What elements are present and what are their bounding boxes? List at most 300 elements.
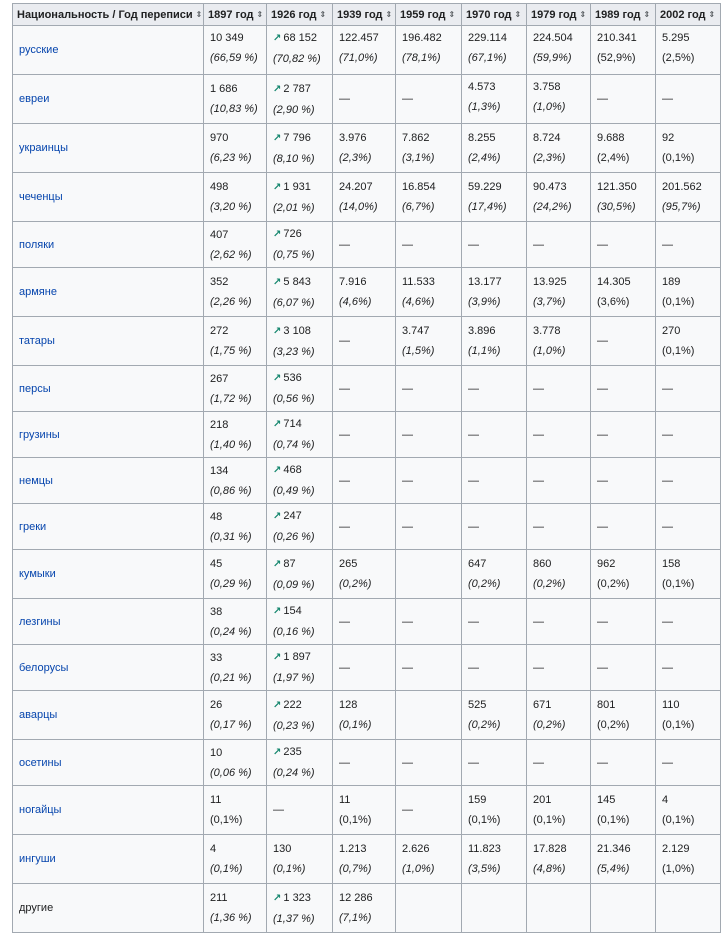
census-cell [656,884,721,933]
column-header-label: 1939 год [337,8,383,21]
population-value: 210.341 [597,32,637,44]
census-cell [204,645,267,691]
census-cell [333,884,396,933]
census-cell [333,786,396,835]
population-percent: (0,24 %) [273,767,315,779]
census-cell: — [656,75,721,124]
table-row [13,458,721,504]
census-cell [204,599,267,645]
column-header-1989[interactable] [591,4,656,26]
census-cell [204,124,267,173]
population-value: 1 931 [283,180,311,193]
population-percent: (0,1%) [339,814,372,826]
column-header-nationality[interactable] [13,4,204,26]
population-value: 1 897 [283,651,311,663]
census-cell [267,26,333,75]
census-cell: — [591,366,656,412]
header-row [13,4,721,26]
population-value: 122.457 [339,32,379,44]
increase-arrow-icon: ↗ [273,606,282,617]
population-percent: (66,59 %) [210,52,258,64]
population-percent: (0,1%) [339,719,372,731]
population-percent: (0,1%) [468,814,501,826]
population-percent: (2,4%) [468,152,501,164]
increase-arrow-icon: ↗ [273,511,282,522]
population-percent: (0,75 %) [273,249,315,261]
population-percent: (7,1%) [339,912,372,924]
population-value: 229.114 [468,32,507,44]
population-percent: (0,23 %) [273,719,315,732]
population-value: 90.473 [533,181,567,193]
population-percent: (1,72 %) [210,392,252,405]
census-cell [527,786,591,835]
population-percent: (78,1%) [402,52,441,64]
population-value: 247 [283,510,302,522]
increase-arrow-icon: ↗ [273,373,282,384]
population-value: 218 [210,418,229,431]
census-cell: — [591,645,656,691]
population-value: 9.688 [597,132,625,144]
increase-arrow-icon: ↗ [273,276,282,288]
column-header-1926[interactable] [267,4,333,26]
census-cell [204,786,267,835]
census-cell [267,366,333,412]
census-cell: — [656,366,721,412]
population-value: 38 [210,605,223,618]
census-cell [462,268,527,317]
census-cell [396,268,462,317]
census-cell [462,26,527,75]
population-percent: (2,90 %) [273,103,315,116]
census-cell: — [333,75,396,124]
population-value: 525 [468,699,487,711]
census-cell: — [396,786,462,835]
population-value: 7.862 [402,132,430,144]
population-value: 45 [210,558,223,570]
table-row [13,26,721,75]
census-cell [204,222,267,268]
population-percent: (1,5%) [402,345,435,357]
census-cell [462,884,527,933]
population-percent: (0,1%) [210,814,243,826]
population-percent: (0,86 %) [210,484,252,497]
population-percent: (2,26 %) [210,296,252,308]
table-row [13,222,721,268]
sort-icon[interactable]: ⇕ [448,9,456,19]
census-cell: — [527,645,591,691]
nationality-link[interactable]: поляки [13,222,204,268]
population-value: 134 [210,464,229,477]
sort-icon[interactable]: ⇕ [256,9,264,19]
census-cell [267,599,333,645]
population-percent: (1,3%) [468,101,501,113]
population-percent: (2,3%) [533,152,566,164]
census-cell [656,835,721,884]
population-value: 970 [210,132,229,144]
census-table [12,3,721,933]
population-percent: (0,31 %) [210,530,252,543]
census-cell [204,26,267,75]
increase-arrow-icon: ↗ [273,892,282,904]
population-percent: (0,1%) [662,814,695,826]
census-cell: — [527,458,591,504]
census-cell: — [527,366,591,412]
population-value: 130 [273,843,292,855]
population-percent: (2,3%) [339,152,372,164]
population-percent: (6,07 %) [273,296,315,309]
column-header-1979[interactable] [527,4,591,26]
table-body [13,26,721,933]
nationality-link[interactable]: чеченцы [13,173,204,222]
population-value: 196.482 [402,32,442,44]
census-cell: — [527,740,591,786]
population-value: 272 [210,325,229,337]
census-cell: — [591,317,656,366]
population-percent: (0,26 %) [273,531,315,543]
census-cell [267,884,333,933]
census-cell [591,268,656,317]
census-cell [527,124,591,173]
nationality-link[interactable]: осетины [13,740,204,786]
population-value: 407 [210,228,229,241]
sort-icon[interactable]: ⇕ [319,9,327,19]
census-cell: — [656,504,721,550]
population-percent: (1,97 %) [273,672,315,684]
population-value: 2.626 [402,843,430,855]
census-cell: — [396,599,462,645]
population-value: 860 [533,558,552,570]
table-row [13,884,721,933]
population-value: 8.724 [533,132,561,144]
column-header-1939[interactable] [333,4,396,26]
table-row [13,599,721,645]
population-value: 962 [597,558,616,570]
population-value: 222 [283,698,302,711]
census-cell: — [656,740,721,786]
population-value: 224.504 [533,32,573,44]
census-cell [333,124,396,173]
census-cell: — [462,645,527,691]
nationality-link[interactable]: евреи [13,75,204,124]
population-percent: (8,10 %) [273,152,315,165]
census-cell [267,124,333,173]
census-cell [656,268,721,317]
census-cell [656,786,721,835]
increase-arrow-icon: ↗ [273,747,282,758]
census-cell: — [527,412,591,458]
population-value: 110 [662,699,680,711]
nationality-link[interactable]: армяне [13,268,204,317]
population-percent: (3,23 %) [273,345,315,358]
census-cell [333,26,396,75]
census-cell [204,691,267,740]
census-cell [591,835,656,884]
census-cell [462,835,527,884]
population-value: 145 [597,794,616,806]
census-cell [267,691,333,740]
census-cell [656,173,721,222]
column-header-1970[interactable] [462,4,527,26]
population-value: 12 286 [339,892,373,904]
population-percent: (3,1%) [402,152,435,164]
population-value: 5.295 [662,32,690,44]
population-value: 87 [283,557,296,570]
population-value: 10 [210,746,223,759]
census-cell [396,550,462,599]
census-cell [267,835,333,884]
population-value: 801 [597,699,616,711]
population-percent: (0,09 %) [273,578,315,591]
population-percent: (17,4%) [468,201,507,213]
population-value: 1 686 [210,83,238,95]
census-cell [527,835,591,884]
nationality-link[interactable]: кумыки [13,550,204,599]
table-row [13,366,721,412]
census-cell: — [462,366,527,412]
population-value: 4 [210,843,217,855]
census-cell [204,412,267,458]
sort-icon[interactable]: ⇕ [385,9,393,19]
population-value: 211 [210,892,228,904]
column-header-label: 1989 год [595,8,641,21]
census-cell [204,884,267,933]
census-cell [591,691,656,740]
population-value: 48 [210,510,223,523]
population-percent: (59,9%) [533,52,572,64]
column-header-1897[interactable] [204,4,267,26]
census-cell: — [333,412,396,458]
census-cell [462,75,527,124]
population-value: 154 [283,605,302,617]
census-cell [396,26,462,75]
census-cell [462,550,527,599]
population-percent: (1,40 %) [210,438,252,451]
census-cell: — [656,412,721,458]
population-value: 267 [210,372,229,385]
table-row [13,268,721,317]
population-percent: (95,7%) [662,201,701,213]
census-cell: — [591,504,656,550]
population-percent: (24,2%) [533,201,572,213]
population-value: 2 787 [283,82,311,95]
table-row [13,740,721,786]
census-cell [656,124,721,173]
population-percent: (0,1%) [662,345,695,357]
population-value: 59.229 [468,181,502,193]
increase-arrow-icon: ↗ [273,325,282,337]
population-value: 3.747 [402,325,430,337]
population-value: 11.533 [402,276,435,288]
census-cell: — [333,504,396,550]
column-header-1959[interactable] [396,4,462,26]
census-cell [267,75,333,124]
population-percent: (4,6%) [402,296,435,308]
nationality-link[interactable]: ногайцы [13,786,204,835]
population-value: 11.823 [468,843,501,855]
census-cell [527,173,591,222]
population-value: 1 323 [283,891,311,904]
population-percent: (0,7%) [339,863,372,875]
population-value: 498 [210,181,229,193]
nationality-link[interactable]: немцы [13,458,204,504]
population-value: 3 108 [283,324,311,337]
population-value: 5 843 [283,275,311,288]
population-percent: (0,16 %) [273,626,315,638]
population-percent: (6,7%) [402,201,435,213]
population-percent: (1,36 %) [210,912,252,924]
census-cell [267,550,333,599]
column-header-label: 1959 год [400,8,446,21]
census-cell [591,124,656,173]
population-percent: (1,0%) [533,101,566,113]
column-header-label: Национальность / Год переписи [17,8,193,21]
population-value: 4 [662,794,669,806]
census-cell [527,26,591,75]
nationality-link[interactable]: татары [13,317,204,366]
nationality-link[interactable]: ингуши [13,835,204,884]
population-percent: (2,5%) [662,52,695,64]
population-value: 16.854 [402,181,436,193]
population-value: 121.350 [597,181,637,193]
population-percent: (3,6%) [597,296,630,308]
population-value: 11 [339,794,351,806]
census-cell [204,740,267,786]
population-value: 3.976 [339,132,367,144]
population-value: 21.346 [597,843,631,855]
nationality-link[interactable]: грузины [13,412,204,458]
census-cell: — [527,599,591,645]
census-cell [204,268,267,317]
census-cell [333,268,396,317]
table-row [13,835,721,884]
table-row [13,786,721,835]
census-cell: — [462,222,527,268]
census-cell: — [396,740,462,786]
column-header-label: 1926 год [271,8,317,21]
population-percent: (0,2%) [597,578,630,590]
increase-arrow-icon: ↗ [273,558,282,570]
population-value: 7 796 [283,131,311,144]
census-cell: — [396,222,462,268]
population-value: 158 [662,558,681,570]
table-row [13,645,721,691]
population-percent: (2,01 %) [273,201,315,214]
population-percent: (1,75 %) [210,345,252,357]
census-cell [527,884,591,933]
population-value: 1.213 [339,843,367,855]
nationality-link[interactable]: греки [13,504,204,550]
census-cell: — [656,599,721,645]
increase-arrow-icon: ↗ [273,465,282,476]
census-cell: — [462,740,527,786]
population-percent: (0,1%) [210,863,243,875]
census-cell: — [333,645,396,691]
census-cell [396,835,462,884]
increase-arrow-icon: ↗ [273,652,282,663]
census-cell [396,884,462,933]
population-percent: (0,24 %) [210,625,252,638]
nationality-link[interactable]: лезгины [13,599,204,645]
population-value: 726 [283,228,302,240]
sort-icon[interactable]: ⇕ [579,9,587,19]
census-cell: — [527,504,591,550]
population-percent: (30,5%) [597,201,636,213]
population-percent: (4,6%) [339,296,372,308]
nationality-link[interactable]: украинцы [13,124,204,173]
population-percent: (0,06 %) [210,766,252,779]
population-value: 3.758 [533,81,561,93]
column-header-2002[interactable] [656,4,721,26]
sort-icon[interactable]: ⇕ [195,9,203,19]
population-value: 3.896 [468,325,496,337]
census-cell: — [396,366,462,412]
census-cell [204,550,267,599]
nationality-link[interactable]: аварцы [13,691,204,740]
census-cell: — [396,645,462,691]
sort-icon[interactable]: ⇕ [643,9,651,19]
column-header-label: 1970 год [466,8,512,21]
census-cell: — [333,317,396,366]
census-cell [527,268,591,317]
population-value: 24.207 [339,181,373,193]
population-percent: (0,21 %) [210,671,252,684]
population-percent: (0,56 %) [273,393,315,405]
sort-icon[interactable]: ⇕ [708,9,716,19]
population-percent: (0,1%) [662,152,695,164]
population-percent: (4,8%) [533,863,566,875]
census-cell [591,884,656,933]
sort-icon[interactable]: ⇕ [514,9,522,19]
population-percent: (0,2%) [597,719,630,731]
census-cell: — [656,222,721,268]
population-percent: (3,5%) [468,863,501,875]
population-value: 68 152 [283,32,318,44]
census-cell: — [591,599,656,645]
population-percent: (1,0%) [402,863,435,875]
census-cell: — [333,599,396,645]
population-value: 7.916 [339,276,367,288]
column-header-label: 1979 год [531,8,577,21]
census-cell [333,173,396,222]
census-cell [204,835,267,884]
population-percent: (10,83 %) [210,103,258,115]
population-value: 189 [662,276,681,288]
population-percent: (0,2%) [468,578,501,590]
nationality-link[interactable]: русские [13,26,204,75]
population-value: 33 [210,651,223,664]
census-cell [267,740,333,786]
increase-arrow-icon: ↗ [273,181,282,193]
population-value: 2.129 [662,843,690,855]
census-cell [527,550,591,599]
nationality-link[interactable]: белорусы [13,645,204,691]
population-value: 201 [533,794,552,806]
increase-arrow-icon: ↗ [273,229,282,240]
census-cell [267,173,333,222]
census-cell [527,317,591,366]
census-cell [462,691,527,740]
nationality-label: другие [13,884,204,933]
nationality-link[interactable]: персы [13,366,204,412]
table-row [13,173,721,222]
population-value: 128 [339,699,358,711]
population-percent: (3,9%) [468,296,501,308]
population-percent: (1,1%) [468,345,501,357]
census-cell [396,124,462,173]
census-cell [267,317,333,366]
increase-arrow-icon: ↗ [273,83,282,95]
census-cell: — [591,412,656,458]
